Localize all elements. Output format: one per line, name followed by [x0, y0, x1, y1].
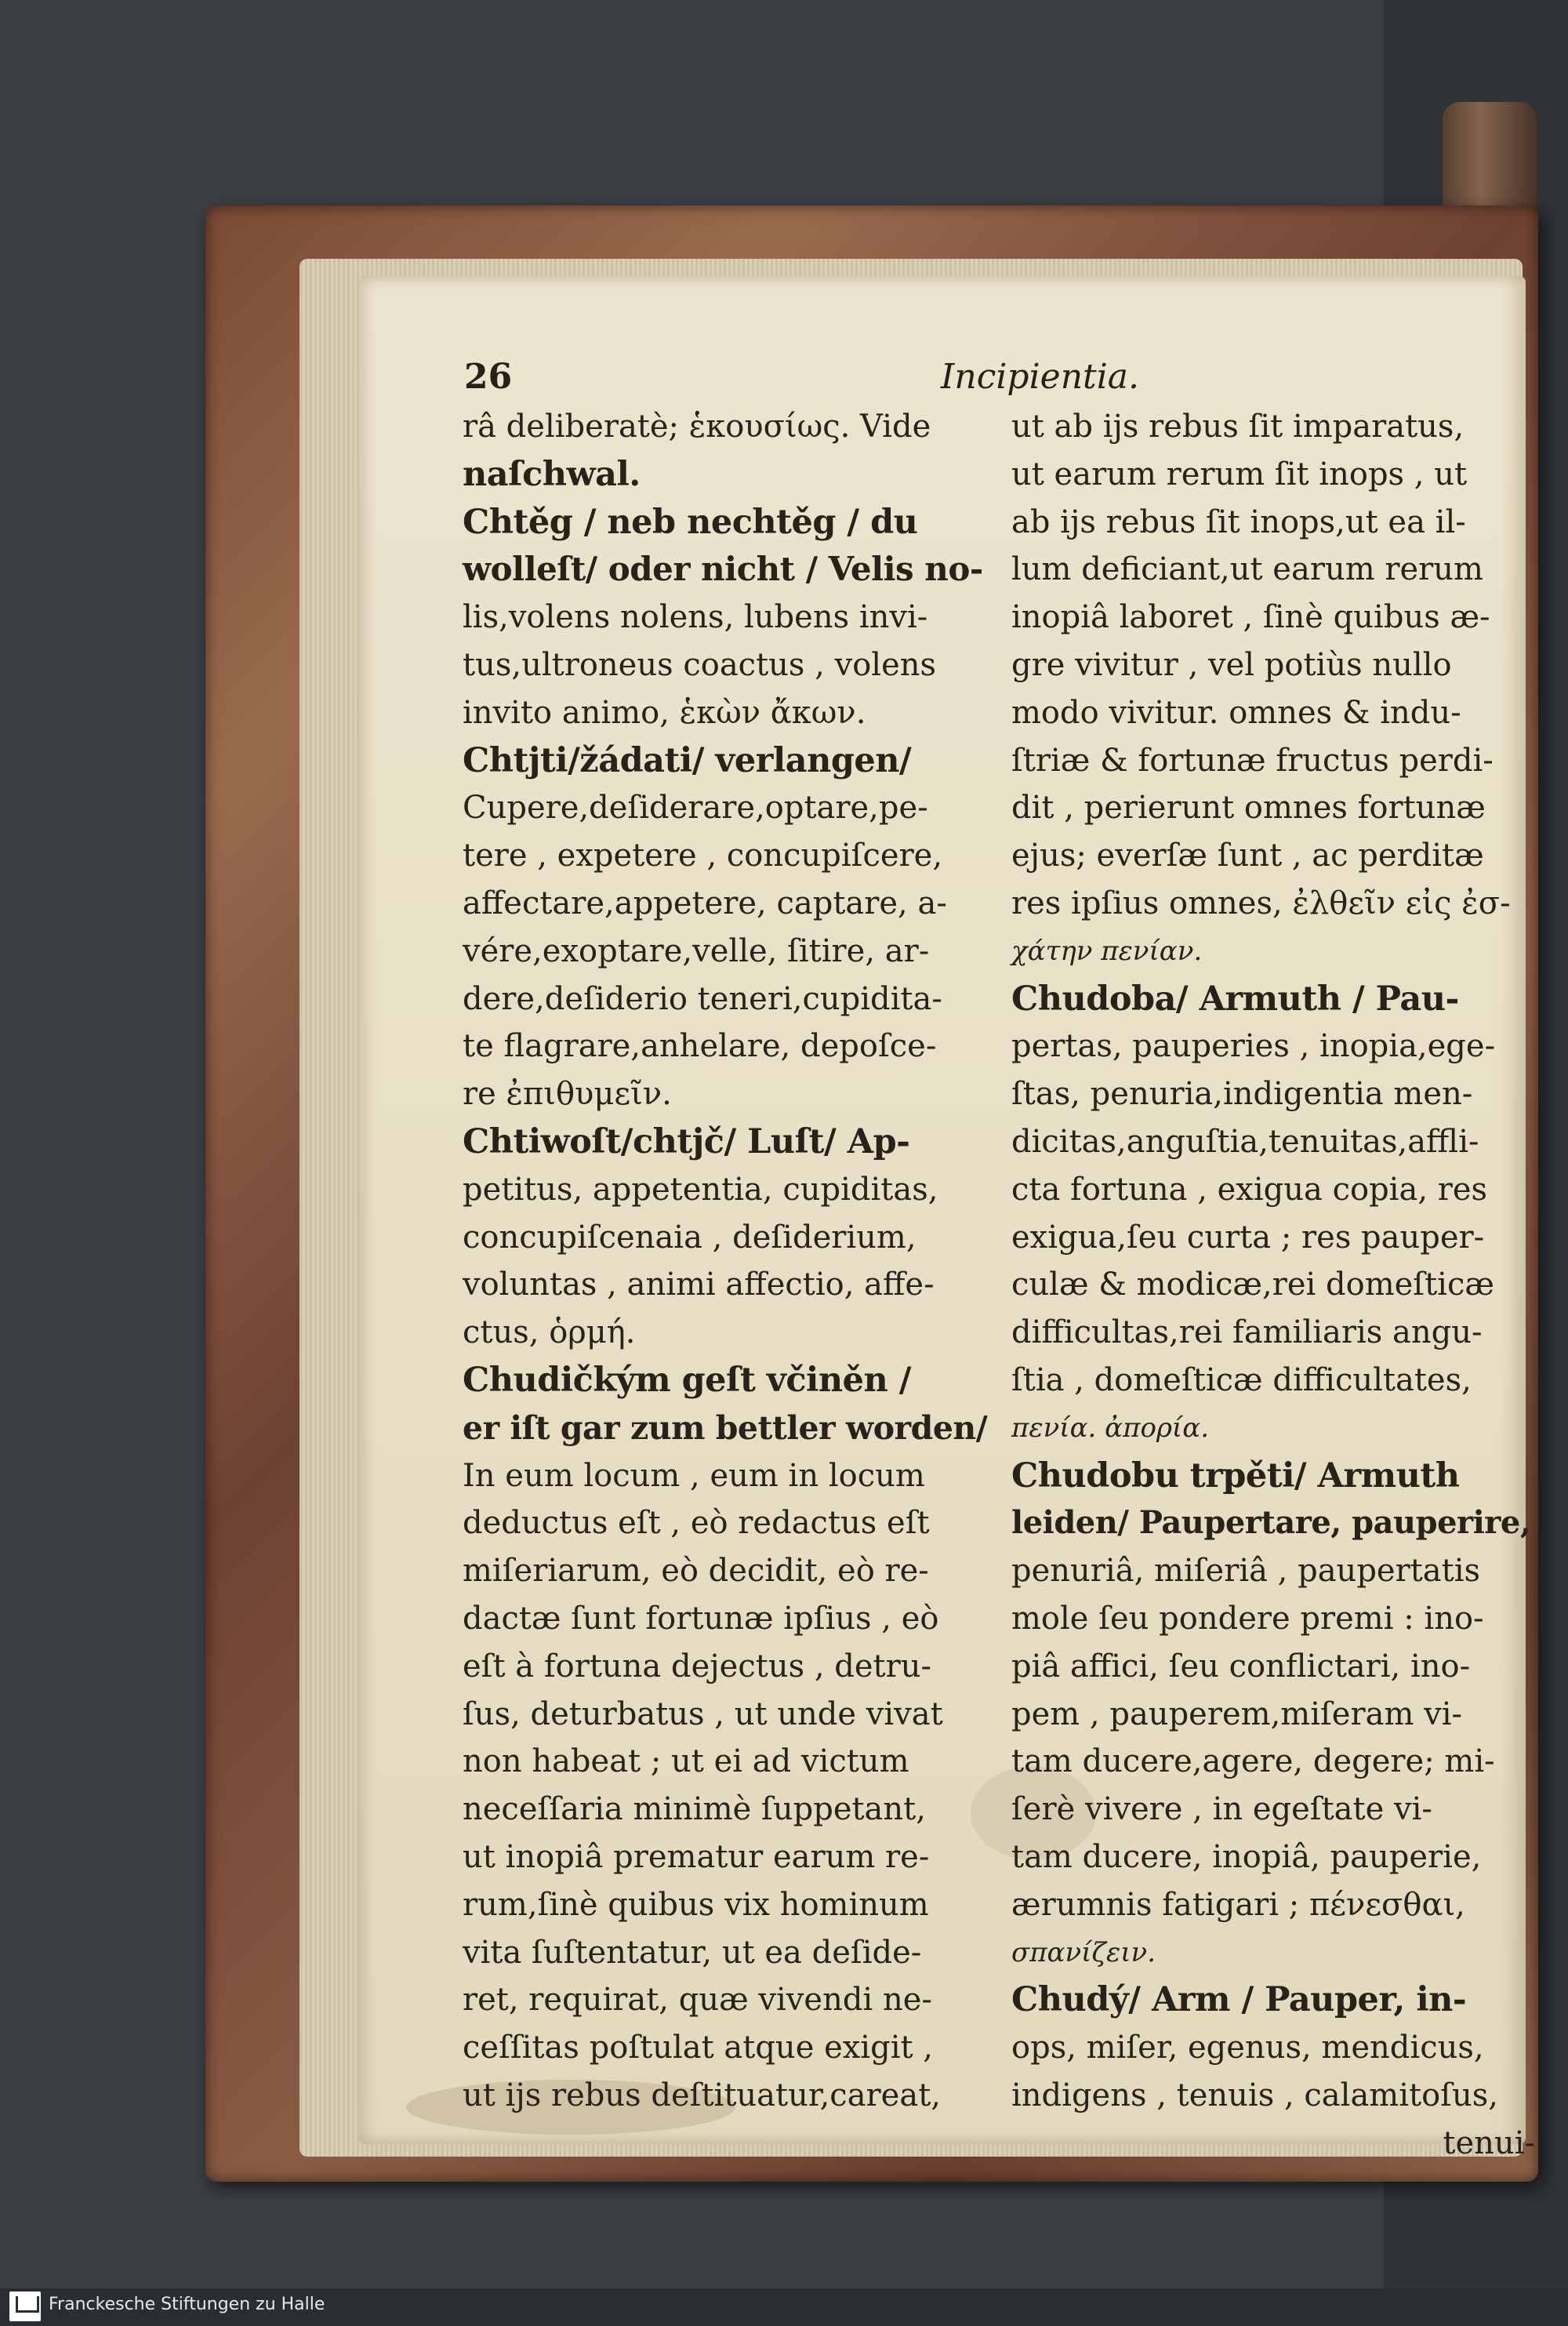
text-line: concupiſcenaia , deſiderium,: [463, 1219, 916, 1256]
text-line: ret, requirat, quæ vivendi ne-: [463, 1982, 932, 2019]
entry-headword-line: wolleſt/ oder nicht / Velis no-: [463, 550, 983, 589]
text-line: gre vivitur , vel potiùs nullo: [1011, 646, 1452, 683]
institution-logo-icon: [9, 2291, 41, 2321]
running-title: Incipientia.: [941, 357, 1140, 397]
left-column: [463, 403, 988, 2120]
footer-credit: Franckesche Stiftungen zu Halle: [49, 2295, 325, 2314]
text-line: σπανίζειν.: [1011, 1936, 1156, 1968]
text-line: te flagrare,anhelare, depoſce-: [463, 1028, 937, 1065]
text-line: res ipſius omnes, ἐλθεῖν εἰς ἐσ-: [1011, 885, 1511, 921]
entry-headword-line: Chtjti/žádati/ verlangen/: [463, 740, 912, 780]
text-line: voluntas , animi affectio, affe-: [463, 1267, 935, 1303]
text-line: penuriâ, miſeriâ , paupertatis: [1011, 1553, 1481, 1590]
text-line: invito animo, ἑκὼν ἄκων.: [463, 694, 866, 731]
right-column: [1011, 403, 1535, 2167]
text-line: ſtia , domeſticæ difficultates,: [1011, 1361, 1472, 1398]
text-line: dere,deſiderio teneri,cupidita-: [463, 980, 942, 1017]
text-line: tam ducere, inopiâ, pauperie,: [1011, 1838, 1482, 1875]
text-line: ceſſitas poſtulat atque exigit ,: [463, 2030, 933, 2066]
text-line: pertas, pauperies , inopia,ege-: [1011, 1028, 1496, 1065]
entry-headword-line: Chtěg / neb nechtěg / du: [463, 502, 918, 542]
text-line: vére,exoptare,velle, ſitire, ar-: [463, 932, 930, 969]
text-line: miſeriarum, eò decidit, eò re-: [463, 1553, 929, 1590]
text-line: dicitas,anguſtia,tenuitas,affli-: [1011, 1123, 1479, 1160]
entry-headword-line: Chtiwoſt/chtjč/ Luſt/ Ap-: [463, 1121, 910, 1161]
text-line: ſtriæ & fortunæ fructus perdi-: [1011, 742, 1494, 779]
text-line: tenui-: [1443, 2124, 1535, 2161]
page-number: 26: [464, 357, 513, 397]
text-line: râ deliberatè; ἑκουσίως. Vide: [463, 409, 931, 445]
text-line: ctus, ὁρμή.: [463, 1314, 636, 1351]
text-line: lis,volens nolens, lubens invi-: [463, 599, 928, 636]
entry-headword-line: Chudobu trpěti/ Armuth: [1011, 1456, 1460, 1496]
text-line: difficultas,rei familiaris angu-: [1011, 1314, 1483, 1351]
text-line: dit , perierunt omnes fortunæ: [1011, 790, 1486, 827]
entry-headword-line: er iſt gar zum bettler worden/: [463, 1408, 988, 1447]
text-line: mole ſeu pondere premi : ino-: [1011, 1600, 1484, 1637]
text-line: inopiâ laboret , ſinè quibus æ-: [1011, 599, 1490, 636]
text-line: ſus, deturbatus , ut unde vivat: [463, 1695, 943, 1732]
text-line: deductus eſt , eò redactus eſt: [463, 1505, 930, 1542]
text-line: πενία. ἀπορία.: [1011, 1412, 1210, 1444]
text-line: lum deficiant,ut earum rerum: [1011, 551, 1483, 588]
text-line: modo vivitur. omnes & indu-: [1011, 694, 1461, 731]
text-line: vita ſuſtentatur, ut ea deſide-: [463, 1934, 922, 1971]
text-line: eſt à fortuna dejectus , detru-: [463, 1648, 932, 1685]
text-line: pem , pauperem,miſeram vi-: [1011, 1695, 1462, 1732]
text-line: Cupere,deſiderare,optare,pe-: [463, 790, 928, 827]
text-line: ops, miſer, egenus, mendicus,: [1011, 2030, 1484, 2066]
text-line: piâ affici, ſeu conflictari, ino-: [1011, 1648, 1471, 1685]
text-line: dactæ ſunt fortunæ ipſius , eò: [463, 1600, 939, 1637]
text-line: tere , expetere , concupiſcere,: [463, 838, 943, 874]
text-line: rum,ſinè quibus vix hominum: [463, 1886, 929, 1923]
entry-headword-line: naſchwal.: [463, 454, 641, 494]
text-line: exigua,ſeu curta ; res pauper-: [1011, 1219, 1485, 1256]
entry-headword-line: Chudý/ Arm / Pauper, in-: [1011, 1980, 1467, 2020]
text-line: neceſſaria minimè ſuppetant,: [463, 1791, 926, 1828]
text-line: In eum locum , eum in locum: [463, 1457, 925, 1494]
text-line: ærumnis fatigari ; πένεσθαι,: [1011, 1886, 1465, 1923]
text-line: cta fortuna , exigua copia, res: [1011, 1171, 1488, 1208]
text-line: ut ab ijs rebus ſit imparatus,: [1011, 409, 1465, 445]
text-line: petitus, appetentia, cupiditas,: [463, 1171, 938, 1208]
entry-headword-line: leiden/ Paupertare, pauperire,: [1011, 1504, 1531, 1542]
text-line: affectare,appetere, captare, a-: [463, 885, 947, 921]
text-line: ut ijs rebus deſtituatur,careat,: [463, 2077, 941, 2113]
text-line: ejus; everſæ ſunt , ac perditæ: [1011, 838, 1484, 874]
text-line: tam ducere,agere, degere; mi-: [1011, 1743, 1495, 1780]
text-line: tus,ultroneus coactus , volens: [463, 646, 937, 683]
text-line: re ἐπιθυμεῖν.: [463, 1076, 672, 1113]
text-line: ut earum rerum ſit inops , ut: [1011, 456, 1468, 492]
text-line: indigens , tenuis , calamitoſus,: [1011, 2077, 1498, 2113]
text-line: χάτην πενίαν.: [1011, 935, 1203, 967]
text-line: ab ijs rebus ſit inops,ut ea il-: [1011, 503, 1466, 540]
text-line: ut inopiâ prematur earum re-: [463, 1838, 930, 1875]
text-line: ſtas, penuria,indigentia men-: [1011, 1076, 1473, 1113]
text-line: culæ & modicæ,rei domeſticæ: [1011, 1267, 1494, 1303]
text-line: ſerè vivere , in egeſtate vi-: [1011, 1791, 1432, 1828]
text-line: non habeat ; ut ei ad victum: [463, 1743, 909, 1780]
entry-headword-line: Chudoba/ Armuth / Pau-: [1011, 979, 1459, 1019]
entry-headword-line: Chudičkým geſt včiněn /: [463, 1360, 911, 1400]
